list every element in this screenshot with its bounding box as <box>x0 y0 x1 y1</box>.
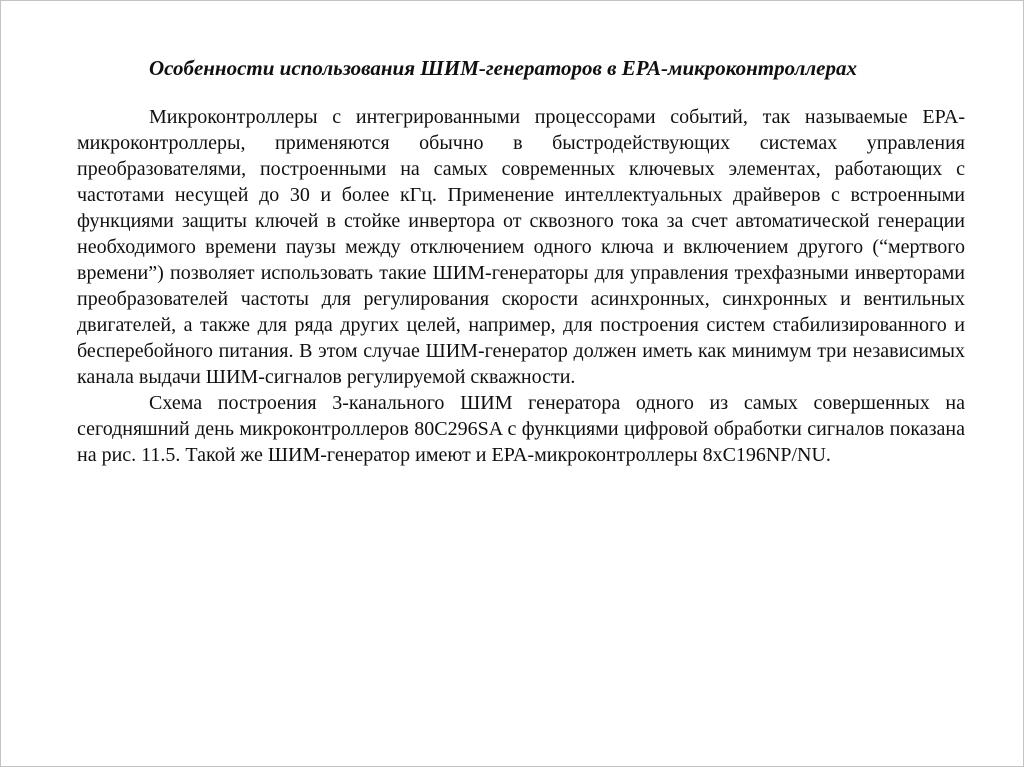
slide-title: Особенности использования ШИМ-генераторов в EPA-микроконтроллерах <box>149 56 857 80</box>
body-paragraph-1: Микроконтроллеры с интегрированными процессорами событий, так называемые EPA-микроконтроллеры, применяются обычно в быстродействующих системах управления преобразователями, построенными на самых современных ключевых элементах, работающих с частотами несущей до 30 и более кГц. Применение интеллектуальных драйверов с встроенными функциями защиты ключей в стойке инвертора от сквозного тока за счет автоматической генерации необходимого времени паузы между отключением одного ключа и включением другого (“мертвого времени”) позволяет использовать такие ШИМ-генераторы для управления трехфазными инверторами преобразователей частоты для регулирования скорости асинхронных, синхронных и вентильных двигателей, а также для ряда других целей, например, для построения систем стабилизированного и бесперебойного питания. В этом случае ШИМ-генератор должен иметь как минимум три независимых канала выдачи ШИМ-сигналов регулируемой скважности. <box>77 106 965 388</box>
body-paragraph-2: Схема построения 3-канального ШИМ генератора одного из самых совершенных на сегодняшний день микроконтроллеров 80C296SA с функциями цифровой обработки сигналов показана на рис. 11.5. Такой же ШИМ-генератор имеют и EPA-микроконтроллеры 8xC196NP/NU. <box>77 392 965 466</box>
slide-content <box>77 55 965 468</box>
